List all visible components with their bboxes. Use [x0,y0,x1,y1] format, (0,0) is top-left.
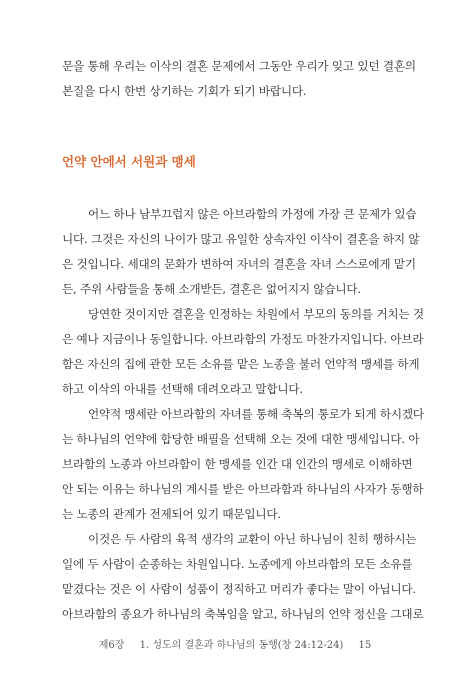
body-text-line: 언약적 맹세란 아브라함의 자녀를 통해 축복의 통로가 되게 하시겠다 [88,407,424,421]
body-text-line: 는 노종의 관계가 전제되어 있기 때문입니다. [62,507,281,521]
body-text-line: 어느 하나 남부끄럽지 않은 아브라함의 가정에 가장 큰 문제가 있습 [88,207,417,221]
body-text-line: 은 것입니다. 세대의 문화가 변하여 자녀의 결혼을 자녀 스스로에게 맡기 [62,257,416,271]
body-text-line: 함은 자신의 집에 관한 모든 소유를 맡은 노종을 불러 언약적 맹세를 하게 [62,357,420,371]
body-text-line: 든, 주위 사람들을 통해 소개받든, 결혼은 없어지지 않습니다. [62,282,361,296]
body-text-line: 당연한 것이지만 결혼을 인정하는 차원에서 부모의 동의를 거치는 것 [88,307,424,321]
page-number: 15 [358,640,372,651]
body-text-line: 본질을 다시 한번 상기하는 기회가 되기 바랍니다. [62,84,307,98]
body-text-line: 문을 통해 우리는 이삭의 결혼 문제에서 그동안 우리가 잊고 있던 결혼의 [62,59,416,73]
body-text-line: 하고 이삭의 아내를 선택해 데려오라고 말합니다. [62,382,303,396]
body-text-line: 은 예나 지금이나 동일합니다. 아브라함의 가정도 마찬가지입니다. 아브라 [62,332,424,346]
section-heading: 언약 안에서 서원과 맹세 [62,154,196,169]
body-text-line: 브라함의 노종과 아브라함이 한 맹세를 인간 대 인간의 맹세로 이해하면 [62,457,413,471]
body-text-line: 안 되는 이유는 하나님의 계시를 받은 아브라함과 하나님의 사자가 동행하 [62,482,424,496]
body-text-line: 일에 두 사람이 순종하는 차원입니다. 노종에게 아브라함의 모든 소유를 [62,557,413,571]
footer-title: 1. 성도의 결혼과 하나님의 동행(창 24:12-24) [139,640,344,651]
page-footer [0,636,470,651]
body-text-line: 는 하나님의 언약에 합당한 배필을 선택해 오는 것에 대한 맹세입니다. 아 [62,432,420,446]
body-text-line: 맡겼다는 것은 이 사람이 성품이 정직하고 머리가 좋다는 말이 아닙니다. [62,582,416,596]
body-text-line: 니다. 그것은 자신의 나이가 많고 유일한 상속자인 이삭이 결혼을 하지 않 [62,232,420,246]
footer-chapter: 제6장 [98,640,125,651]
body-text-line: 아브라함의 종요가 하나님의 축복임을 알고, 하나님의 언약 정신을 그대로 [62,607,424,621]
body-text-line: 이것은 두 사람의 육적 생각의 교환이 아닌 하나님이 친히 행하시는 [88,532,417,546]
